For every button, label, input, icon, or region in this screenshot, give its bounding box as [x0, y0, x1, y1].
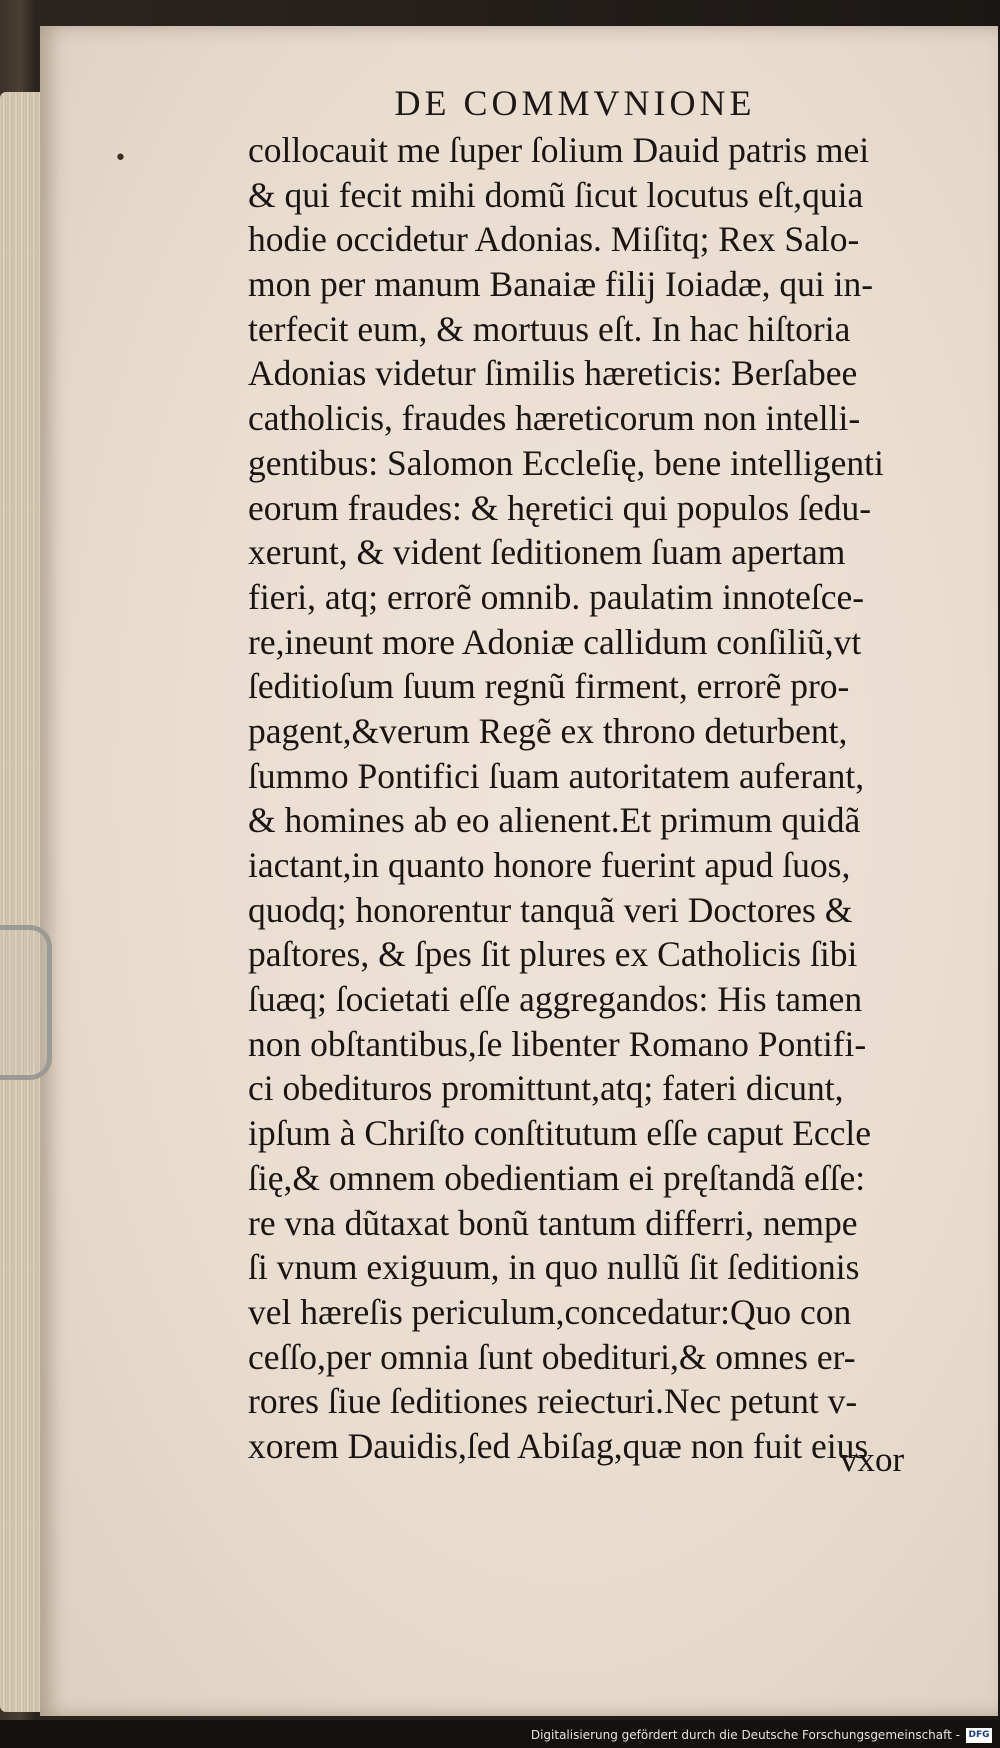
text-line: re vna dũtaxat bonũ tantum differri, nempe [248, 1202, 858, 1243]
text-line: ceſſo,per omnia ſunt obedituri,& omnes er- [248, 1336, 856, 1377]
text-line: paſtores, & ſpes ſit plures ex Catholicis ſibi [248, 934, 858, 975]
text-line: catholicis, fraudes hæreticorum non intelli- [248, 398, 861, 439]
funding-credit: Digitalisierung gefördert durch die Deutsche Forschungsgemeinschaft - [530, 1728, 960, 1742]
page-clip [0, 925, 52, 1080]
text-line: & homines ab eo alienent.Et primum quidã [248, 800, 861, 841]
margin-dot: • [114, 146, 127, 171]
text-line: ci obedituros promittunt,atq; fateri dicunt, [248, 1068, 844, 1109]
text-line: ipſum à Chriſto conſtitutum eſſe caput Eccle [248, 1113, 872, 1154]
catchword: vxor [840, 1440, 905, 1479]
text-line: re,ineunt more Adoniæ callidum conſiliũ,vt [248, 621, 862, 662]
text-line: ſeditioſum ſuum regnũ firment, errorẽ pro- [248, 666, 850, 707]
text-line: gentibus: Salomon Eccleſię, bene intelligenti [248, 442, 884, 483]
text-line: & qui fecit mihi domũ ſicut locutus eſt,quia [248, 174, 864, 215]
text-line: hodie occidetur Adonias. Miſitq; Rex Salo- [248, 219, 860, 260]
running-header: DE COMMVNIONE [394, 83, 756, 123]
footer-bar [0, 1720, 1000, 1748]
text-line: ſummo Pontifici ſuam autoritatem auferant, [248, 755, 865, 796]
text-line: pagent,&verum Regẽ ex throno deturbent, [248, 710, 848, 751]
text-line: ſuæq; ſocietati eſſe aggregandos: His tamen [248, 979, 863, 1020]
text-line: collocauit me ſuper ſolium Dauid patris mei [248, 130, 870, 170]
text-line: xerunt, & vident ſeditionem ſuam apertam [248, 532, 846, 573]
text-line: rores ſiue ſeditiones reiecturi.Nec petunt v- [248, 1381, 858, 1422]
body-text [248, 128, 938, 1469]
text-line: terfecit eum, & mortuus eſt. In hac hiſtoria [248, 308, 851, 349]
text-line: mon per manum Banaiæ filij Ioiadæ, qui in- [248, 264, 874, 305]
text-line: iactant,in quanto honore fuerint apud ſuos, [248, 845, 851, 885]
text-line: Adonias videtur ſimilis hæreticis: Berſabee [248, 353, 858, 394]
text-line: non obſtantibus,ſe libenter Romano Pontifi- [248, 1023, 867, 1064]
text-line: fieri, atq; errorẽ omnib. paulatim innoteſce- [248, 576, 865, 617]
show-through-text [938, 196, 998, 946]
dfg-logo: DFG [966, 1728, 992, 1743]
text-line: ſię,& omnem obedientiam ei pręſtandã eſſe: [248, 1157, 866, 1198]
text-line: eorum fraudes: & hęretici qui populos ſedu- [248, 487, 872, 528]
text-line: xorem Dauidis,ſed Abiſag,quæ non fuit eius [248, 1425, 869, 1466]
text-line: quodq; honorentur tanquã veri Doctores & [248, 889, 853, 930]
page-stack-edge [0, 92, 42, 1712]
text-line: vel hæreſis periculum,concedatur:Quo con [248, 1291, 852, 1332]
text-line: ſi vnum exiguum, in quo nullũ ſit ſeditionis [248, 1247, 860, 1288]
